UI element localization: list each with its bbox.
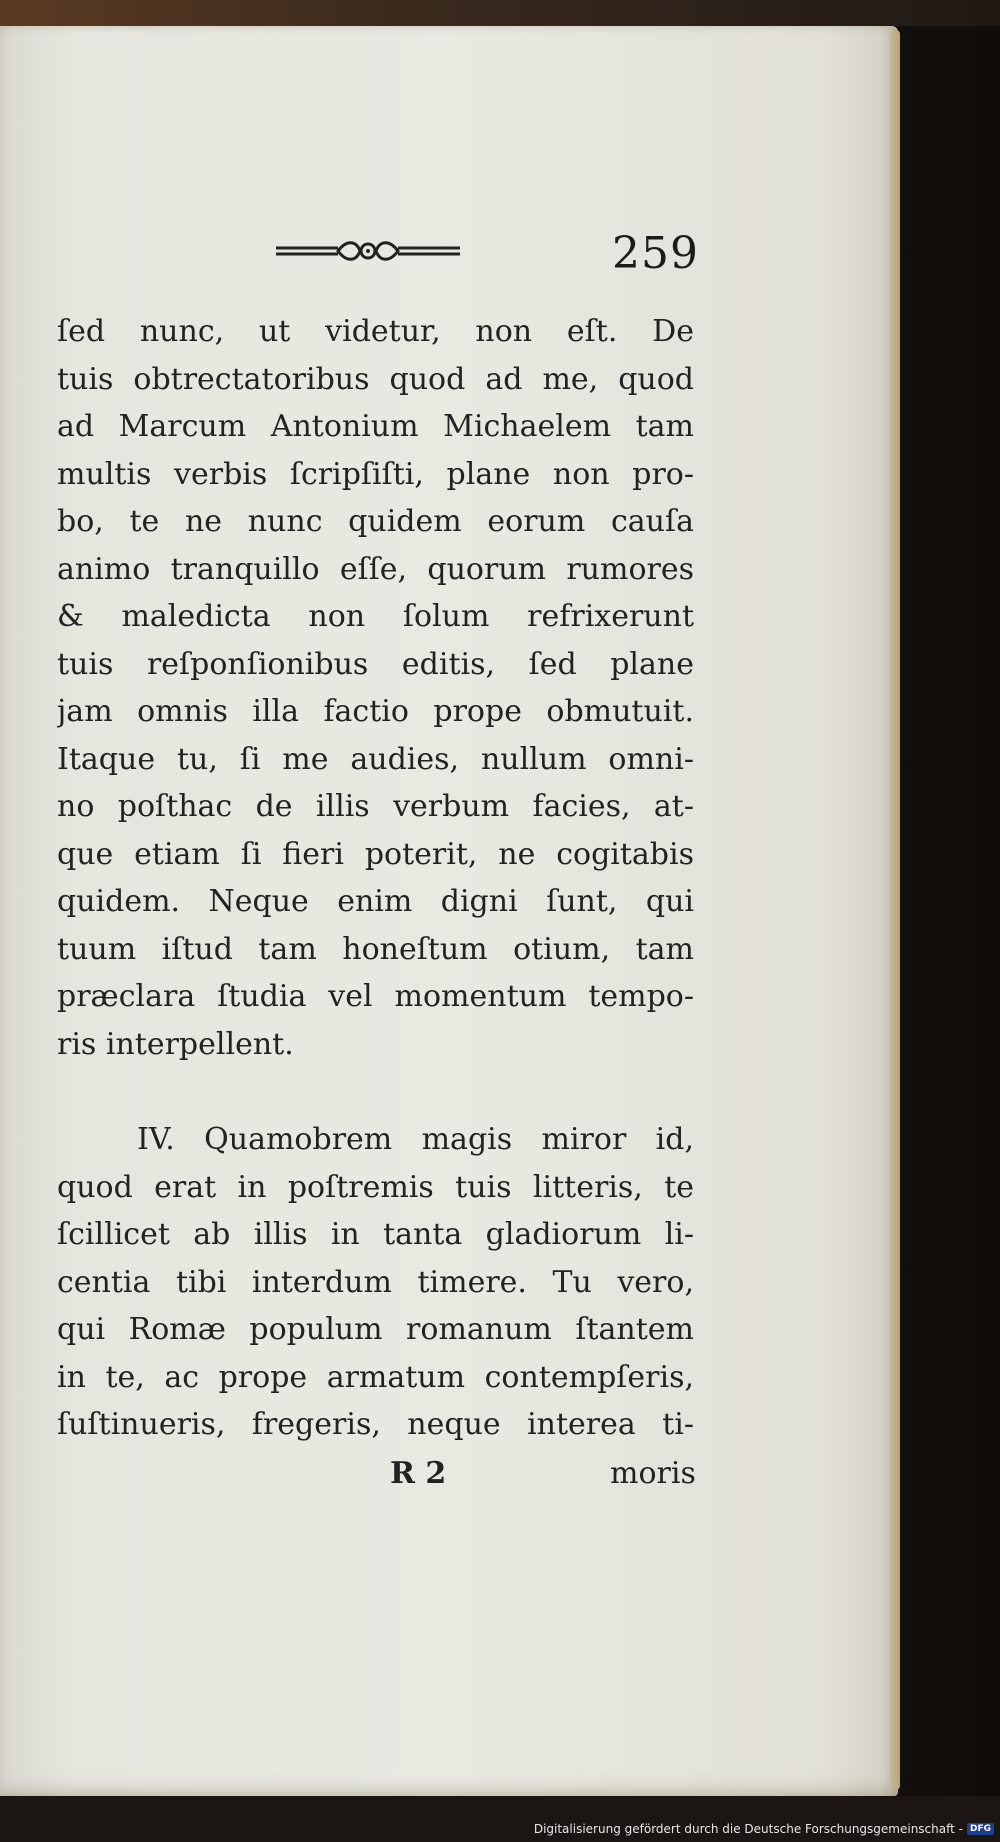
text-line: qui Romæ populum romanum ſtantem	[57, 1312, 694, 1347]
text-line: tuum iſtud tam honeſtum otium, tam	[57, 931, 694, 967]
digitization-credit	[534, 1822, 994, 1836]
text-line: ſuſtinueris, fregeris, neque interea ti-	[57, 1407, 694, 1442]
text-line: quidem. Neque enim digni ſunt, qui	[57, 884, 694, 919]
text-line: quod erat in poſtremis tuis litteris, te	[57, 1169, 694, 1205]
paragraph-iv	[57, 1116, 694, 1449]
text-line: & maledicta non ſolum refrixerunt	[57, 599, 694, 634]
text-line: ſcillicet ab illis in tanta gladiorum li-	[57, 1217, 694, 1252]
book-cover-edge	[0, 0, 1000, 26]
paragraph-continued	[57, 308, 694, 1068]
page-edge	[890, 30, 900, 1790]
text-line: bo, te ne nunc quidem eorum cauſa	[57, 504, 694, 539]
text-line: ſed nunc, ut videtur, non eſt. De	[57, 314, 694, 349]
text-line: multis verbis ſcripſiſti, plane non pro-	[57, 456, 694, 492]
text-line: tuis obtrectatoribus quod ad me, quod	[57, 361, 694, 397]
text-line: centia tibi interdum timere. Tu vero,	[57, 1264, 694, 1300]
text-line: animo tranquillo eſſe, quorum rumores	[57, 551, 694, 587]
text-line: ad Marcum Antonium Michaelem tam	[57, 409, 694, 444]
text-line: no poſthac de illis verbum facies, at-	[57, 789, 694, 824]
dfg-logo-icon: DFG	[967, 1823, 994, 1835]
text-line: que etiam ſi fieri poterit, ne cogitabis	[57, 836, 694, 872]
text-line: IV. Quamobrem magis miror id,	[137, 1122, 694, 1157]
catchword: moris	[610, 1456, 696, 1491]
credit-text: Digitalisierung gefördert durch die Deutsche Forschungsgemeinschaft -	[533, 1822, 963, 1836]
text-line: ris interpellent.	[57, 1026, 294, 1062]
header-ornament-icon	[276, 236, 460, 268]
text-line: jam omnis illa factio prope obmutuit.	[57, 694, 694, 729]
page-number: 259	[612, 228, 699, 279]
signature-mark: R 2	[390, 1456, 447, 1491]
text-line: in te, ac prope armatum contempſeris,	[57, 1359, 694, 1395]
text-line: Itaque tu, ſi me audies, nullum omni-	[57, 741, 694, 777]
text-line: tuis reſponſionibus editis, ſed plane	[57, 646, 694, 682]
text-line: præclara ſtudia vel momentum tempo-	[57, 979, 694, 1014]
